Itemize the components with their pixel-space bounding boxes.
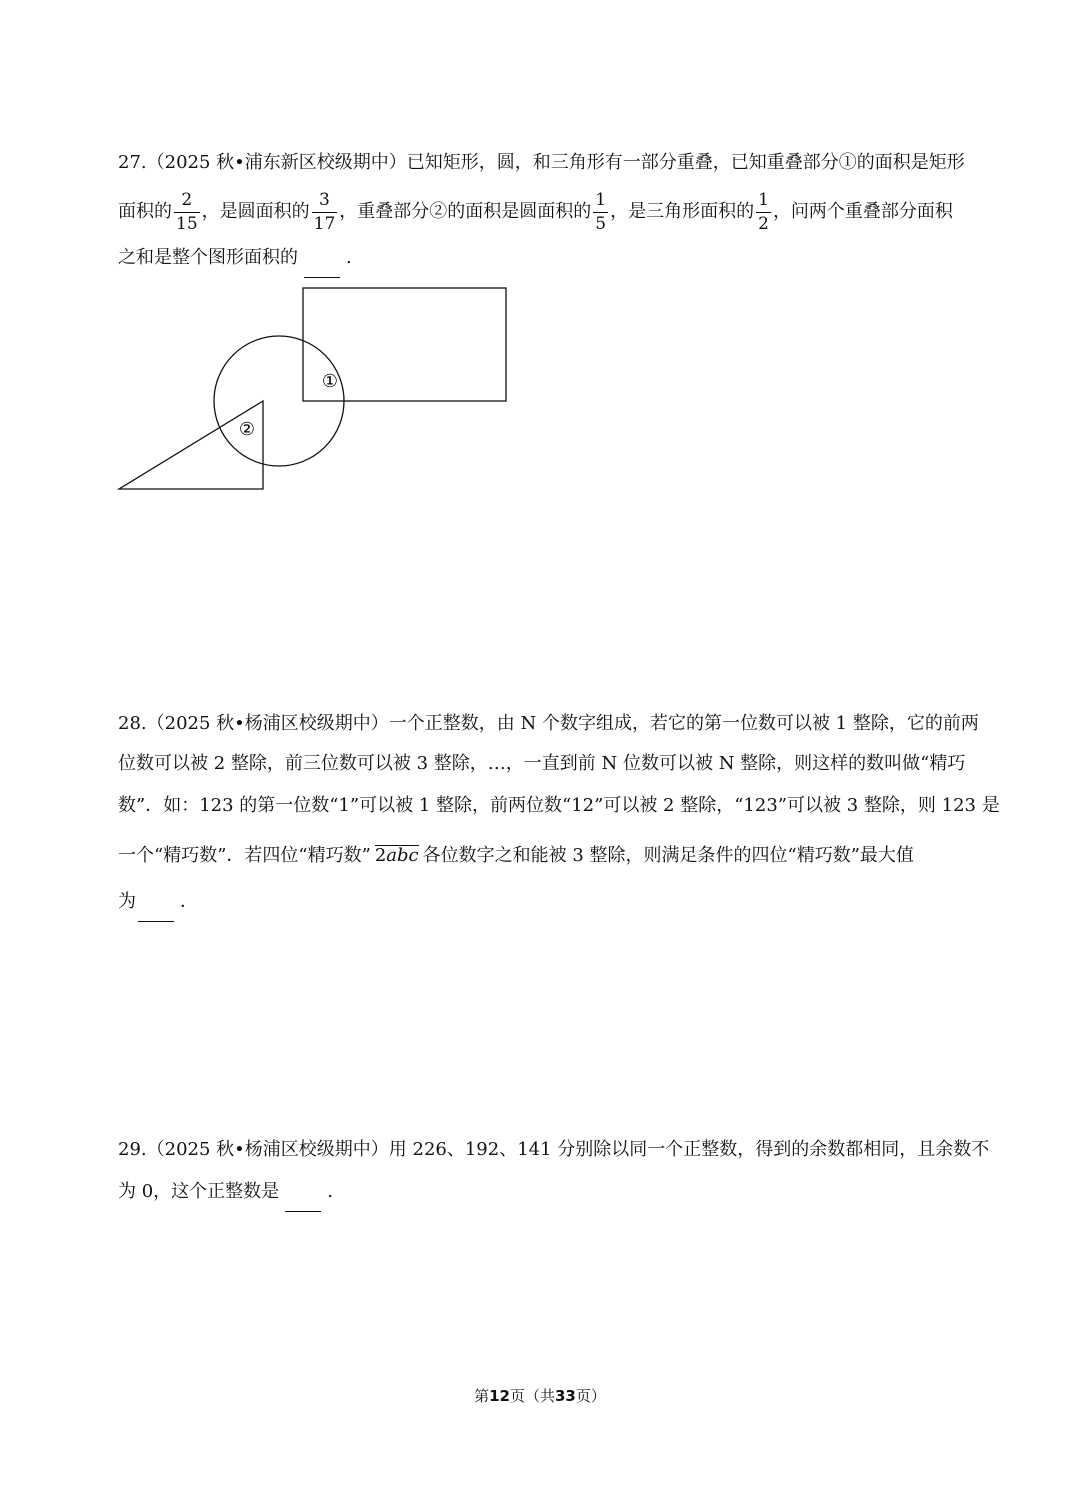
q28-text: 为 [118,891,136,912]
digit-2: 2 [374,845,387,866]
page-total: 33 [555,1387,576,1405]
overlap-label-2: ② [238,419,256,440]
q29-line2 [118,1172,333,1212]
fraction-denominator: 15 [176,213,198,234]
overline-number [375,845,419,865]
overlap-figure [112,280,512,495]
answer-blank[interactable] [304,253,340,278]
q27-text: ，问两个重叠部分面积 [772,201,953,222]
answer-blank[interactable] [138,897,174,922]
q29-period: . [327,1181,333,1202]
q27-text: 之和是整个图形面积的 [118,247,298,268]
footer-text: 页） [575,1387,606,1405]
fraction-1-5 [593,189,608,234]
page-number: 12 [489,1387,510,1405]
fraction-denominator: 17 [313,213,336,234]
q28-text: 一个“精巧数”．若四位“精巧数” [118,845,371,866]
fraction-3-17 [312,189,338,234]
fraction-1-2 [756,189,771,234]
q27-text: ，是三角形面积的 [610,201,755,222]
fraction-numerator: 3 [312,192,338,213]
footer-text: 第 [474,1387,490,1405]
fraction-denominator: 5 [595,213,607,234]
q28-period: ． [180,891,198,912]
footer-text: 页（共 [509,1387,555,1405]
q27-line2 [118,190,953,234]
variables-abc: abc [386,845,419,866]
overlap-label-1: ① [321,371,339,392]
q28-line1: 28.（2025 秋•杨浦区校级期中）一个正整数，由 N 个数字组成，若它的第一位数可以被 1 整除，它的前两 [118,713,979,734]
q28-line2: 位数可以被 2 整除，前三位数可以被 3 整除，…，一直到前 N 位数可以被 N 整除，则这样的数叫做“精巧 [118,753,966,774]
q29-line1: 29.（2025 秋•杨浦区校级期中）用 226、192、141 分别除以同一个正整数，得到的余数都相同，且余数不 [118,1139,990,1160]
fraction-2-15 [174,189,200,234]
fraction-denominator: 2 [758,213,769,234]
q27-line3 [118,238,352,278]
q27-period: . [346,247,352,268]
q27-text: 面积的 [118,201,172,222]
q27-line1: 27.（2025 秋•浦东新区校级期中）已知矩形，圆，和三角形有一部分重叠，已知重叠部分①的面积是矩形 [118,152,965,173]
q29-text: 为 0，这个正整数是 [118,1181,280,1202]
fraction-numerator: 2 [174,192,200,213]
q27-text: ，重叠部分②的面积是圆面积的 [339,201,592,222]
q28-line4 [118,836,914,876]
q28-text: 各位数字之和能被 3 整除，则满足条件的四位“精巧数”最大值 [422,845,914,866]
q27-text: ，是圆面积的 [201,201,310,222]
fraction-numerator: 1 [593,192,608,213]
q28-line3: 数”．如：123 的第一位数“1”可以被 1 整除，前两位数“12”可以被 2 整除，“123”可以被 3 整除，则 123 是 [118,795,1000,816]
answer-blank[interactable] [285,1187,321,1212]
triangle-shape [119,401,263,489]
fraction-numerator: 1 [756,192,771,213]
page-footer [0,1384,1080,1408]
q28-line5 [118,882,198,922]
